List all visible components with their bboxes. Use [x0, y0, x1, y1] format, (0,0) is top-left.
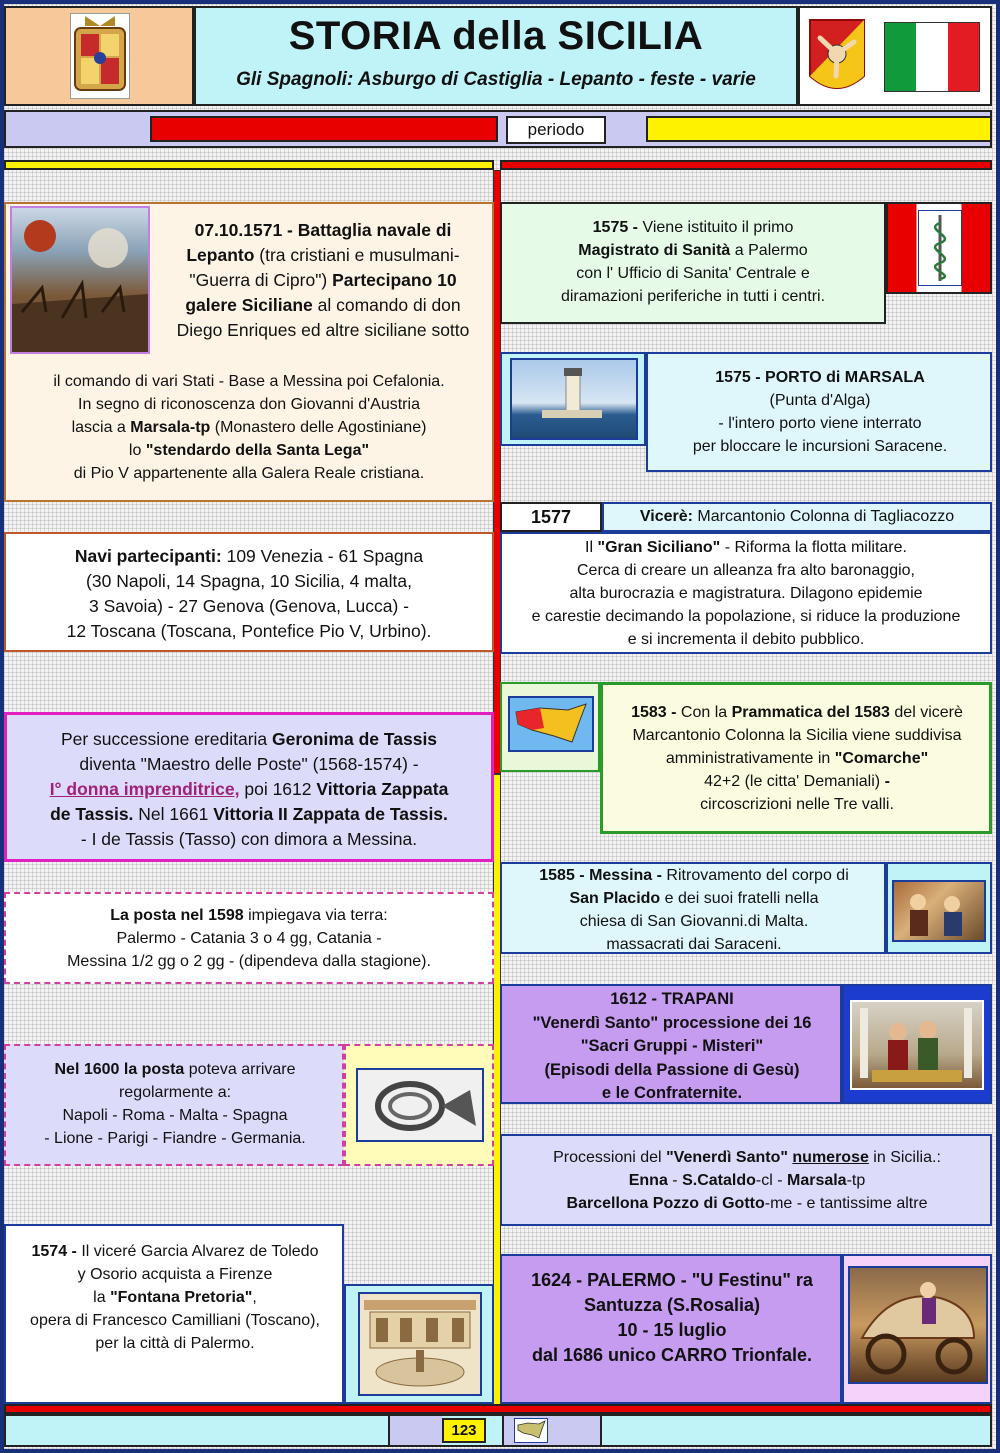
prammatica-text [607, 701, 987, 816]
colonna-card [500, 532, 992, 654]
lepanto-card [4, 202, 494, 502]
navi-text [10, 544, 488, 644]
sanita-text: Viene istituito il primo [638, 219, 794, 236]
processioni-card [500, 1134, 992, 1226]
marsala-text [652, 366, 988, 458]
fontana-text: la [93, 1289, 111, 1306]
colonna-year: 1577 [530, 507, 572, 527]
post-horn-image [356, 1068, 484, 1142]
prammatica-text: amministrativamente in [665, 750, 835, 767]
posta-1600-text: poteva arrivare [184, 1061, 296, 1078]
vicere-name: Marcantonio Colonna di Tagliacozzo [692, 508, 955, 525]
placido-text: massacrati dai Saraceni. [606, 936, 782, 953]
lepanto-details [10, 370, 488, 485]
posta-1598-text [10, 904, 488, 973]
marsala-image-frame [500, 352, 646, 446]
prammatica-text: circoscrizioni nelle Tre valli. [700, 796, 894, 813]
caduceus-icon [918, 210, 962, 286]
lepanto-text: "stendardo della Santa Lega" [145, 442, 370, 459]
lepanto-text: Partecipano 10 [332, 270, 457, 290]
sicily-flag-icon [806, 16, 868, 98]
posta-1600-text: Napoli - Roma - Malta - Spagna [62, 1107, 288, 1124]
colonna-vicere [604, 504, 990, 530]
lepanto-text: "Guerra di Cipro") [189, 270, 333, 290]
vicere-label: Vicerè: [639, 508, 693, 525]
processioni-text: Processioni del [553, 1149, 667, 1166]
fontana-text: , [252, 1289, 257, 1306]
lepanto-text: Marsala-tp [130, 419, 211, 436]
trapani-text [504, 988, 840, 1106]
italian-flag-icon [884, 22, 980, 92]
trapani-image-frame [842, 984, 992, 1104]
colonna-text: Il [585, 539, 598, 556]
footer-map-thumbnail-icon[interactable] [514, 1418, 548, 1443]
posthorn-frame [344, 1044, 494, 1166]
right-top-red-bar [500, 160, 992, 170]
lepanto-text: lascia a [71, 419, 131, 436]
tassis-text: Vittoria II Zappata de Tassis. [213, 804, 448, 824]
fontana-text [8, 1240, 342, 1355]
spanish-coat-of-arms-icon [70, 13, 130, 99]
navi-text: 109 Venezia - 61 Spagna [221, 546, 424, 566]
placido-text: 1585 - Messina - [539, 867, 662, 884]
prammatica-text: - [884, 773, 890, 790]
lepanto-text: galere Siciliane [185, 295, 313, 315]
colonna-vicere-box [602, 502, 992, 532]
fontana-pretoria-image [358, 1292, 482, 1396]
lepanto-text: (tra cristiani e musulmani- [254, 245, 460, 265]
processioni-text: in Sicilia.: [868, 1149, 941, 1166]
festinu-text [504, 1268, 840, 1368]
placido-image-frame [886, 862, 992, 954]
colonna-text [504, 536, 988, 651]
tassis-text: de Tassis. [50, 804, 134, 824]
trapani-text: "Sacri Gruppi - Misteri" [580, 1037, 764, 1055]
footer-row [4, 1414, 992, 1447]
colonna-text: alta burocrazia e magistratura. Dilagono epidemie [569, 585, 923, 602]
fontana-card [4, 1224, 344, 1404]
sicily-map-frame [500, 682, 600, 772]
period-red-bar [150, 116, 498, 142]
page-number: 123 [451, 1422, 477, 1439]
colonna-text: e si incrementa il debito pubblico. [627, 631, 865, 648]
fontana-text: 1574 - [31, 1243, 77, 1260]
trapani-title: 1612 - TRAPANI [610, 990, 734, 1008]
page-subtitle: Gli Spagnoli: Asburgo di Castiglia - Lepanto - feste - varie [236, 69, 756, 90]
prammatica-text: 42+2 (le citta' Demaniali) [704, 773, 885, 790]
lepanto-text: al comando di don [312, 295, 461, 315]
tassis-text [11, 727, 487, 852]
marsala-title: 1575 - PORTO di MARSALA [715, 369, 925, 386]
header-title-panel [194, 6, 798, 106]
colonna-text: "Gran Siciliano" [597, 539, 721, 556]
tassis-text: - I de Tassis (Tasso) con dimora a Messina. [80, 829, 418, 849]
page-number-box [442, 1418, 486, 1443]
trapani-card [500, 984, 842, 1104]
lepanto-text: lo [128, 442, 146, 459]
posta-1598-text: Palermo - Catania 3 o 4 gg, Catania - [116, 930, 382, 947]
page-title: STORIA della SICILIA [288, 14, 704, 58]
posta-1600-text: Nel 1600 la posta [54, 1061, 185, 1078]
header-left-panel [4, 6, 194, 106]
trapani-text: (Episodi della Passione di Gesù) [544, 1060, 800, 1079]
placido-text: San Placido [569, 890, 661, 907]
lepanto-text: il comando di vari Stati - Base a Messina poi Cefalonia. [53, 373, 445, 390]
processioni-text: -cl - [755, 1172, 787, 1189]
sanita-card [500, 202, 886, 324]
lepanto-name: Lepanto [186, 245, 255, 265]
misteri-procession-image [850, 1000, 984, 1090]
navi-text: (30 Napoli, 14 Spagna, 10 Sicilia, 4 malta, [86, 571, 412, 591]
prammatica-text: Marcantonio Colonna la Sicilia viene suddivisa [632, 727, 962, 744]
posta-1598-text: Messina 1/2 gg o 2 gg - (dipendeva dalla stagione). [67, 953, 431, 970]
posta-1600-text [10, 1058, 340, 1150]
marsala-text: - l'intero porto viene interrato [718, 415, 922, 432]
sanita-text: diramazioni periferiche in tutti i centri. [560, 288, 826, 305]
posta-1598-text: impiegava via terra: [243, 907, 388, 924]
footer-red-bar [4, 1404, 992, 1414]
processioni-text: Barcellona Pozzo di Gotto [566, 1195, 765, 1212]
festinu-title: 1624 - PALERMO - "U Festinu" ra [531, 1270, 813, 1290]
trapani-text: "Venerdì Santo" processione dei 16 [532, 1013, 812, 1032]
festinu-text: Santuzza (S.Rosalia) [583, 1295, 761, 1315]
placido-text: e dei suoi fratelli nella [660, 890, 819, 907]
navi-text: Navi partecipanti: [74, 546, 222, 566]
lepanto-text: (Monastero delle Agostiniane) [210, 419, 427, 436]
festinu-image-frame [842, 1254, 992, 1404]
prammatica-text: del vicerè [889, 704, 963, 721]
colonna-year-box [500, 502, 602, 532]
tassis-text: Vittoria Zappata [316, 779, 449, 799]
sanita-text: Magistrato di Sanità [578, 242, 731, 259]
tassis-text: Nel 1661 [133, 804, 214, 824]
san-placido-painting-image [892, 880, 986, 942]
fontana-text: opera di Francesco Camilliani (Toscano), [30, 1312, 320, 1329]
posta-1600-text: - Lione - Parigi - Fiandre - Germania. [44, 1130, 306, 1147]
processioni-text: "Venerdì Santo" [666, 1149, 788, 1166]
processioni-text: - [667, 1172, 683, 1189]
footer-left-lavender [388, 1416, 442, 1445]
lighthouse-image [510, 358, 638, 440]
prima-donna-link[interactable]: I° donna imprenditrice, [49, 779, 240, 799]
navi-text: 3 Savoia) - 27 Genova (Genova, Lucca) - [88, 596, 410, 616]
fontana-image-frame [344, 1284, 494, 1404]
colonna-text: e carestie decimando la popolazione, si riduce la produzione [531, 608, 961, 625]
fontana-text: Il viceré Garcia Alvarez de Toledo [76, 1243, 319, 1260]
navi-card [4, 532, 494, 652]
lepanto-text: In segno di riconoscenza don Giovanni d'Austria [78, 396, 420, 413]
festinu-text: dal 1686 unico CARRO Trionfale. [531, 1345, 813, 1365]
fontana-text: y Osorio acquista a Firenze [77, 1266, 273, 1283]
processioni-text: S.Cataldo [682, 1172, 756, 1189]
fontana-text: "Fontana Pretoria" [110, 1289, 253, 1306]
processioni-text: -me - e tantissime altre [764, 1195, 928, 1212]
placido-text [506, 864, 882, 956]
tassis-text: Geronima de Tassis [272, 729, 438, 749]
marsala-card [646, 352, 992, 472]
period-bar [4, 110, 992, 148]
processioni-text: Marsala [786, 1172, 847, 1189]
navi-text: 12 Toscana (Toscana, Pontefice Pio V, Urbino). [66, 621, 432, 641]
tassis-text: Per successione ereditaria [60, 729, 273, 749]
sanita-text: con l' Ufficio di Sanita' Centrale e [576, 265, 810, 282]
colonna-text: - Riforma la flotta militare. [720, 539, 907, 556]
trapani-text: e le Confraternite. [601, 1084, 743, 1102]
posta-1600-text: regolarmente a: [118, 1084, 232, 1101]
lepanto-date: 07.10.1571 - Battaglia navale di [194, 220, 452, 240]
prammatica-card [600, 682, 992, 834]
sanita-flag-frame [886, 202, 992, 294]
sanita-text: a Palermo [730, 242, 808, 259]
battle-painting-image [10, 206, 150, 354]
lepanto-text: Diego Enriques ed altre siciliane sotto [176, 320, 470, 340]
tassis-text: diventa "Maestro delle Poste" (1568-1574) - [79, 754, 419, 774]
lepanto-text: di Pio V appartenente alla Galera Reale cristiana. [73, 465, 425, 482]
processioni-text: Enna [628, 1172, 668, 1189]
sanita-text [506, 216, 880, 308]
prammatica-text: 1583 - [631, 704, 677, 721]
posta-1598-card [4, 892, 494, 984]
processioni-text: numerose [792, 1149, 869, 1166]
festinu-card [500, 1254, 842, 1404]
left-top-yellow-bar [4, 160, 494, 170]
placido-text: Ritrovamento del corpo di [661, 867, 849, 884]
processioni-text [504, 1146, 990, 1215]
posta-1600-card [4, 1044, 344, 1166]
prammatica-text: Prammatica del 1583 [731, 704, 890, 721]
processioni-text: -tp [846, 1172, 866, 1189]
tassis-card [4, 712, 494, 862]
period-yellow-bar [646, 116, 992, 142]
prammatica-text: "Comarche" [834, 750, 929, 767]
lepanto-intro [156, 218, 490, 343]
sanita-text: 1575 - [592, 219, 639, 236]
carro-trionfale-image [848, 1266, 988, 1384]
marsala-text: (Punta d'Alga) [769, 392, 871, 409]
tassis-text: poi 1612 [239, 779, 317, 799]
marsala-text: per bloccare le incursioni Saracene. [692, 438, 948, 455]
header-right-panel [798, 6, 992, 106]
festinu-text: 10 - 15 luglio [617, 1320, 727, 1340]
colonna-text: Cerca di creare un alleanza fra alto baronaggio, [577, 562, 915, 579]
placido-card [500, 862, 886, 954]
sicily-map-image [508, 696, 594, 752]
prammatica-text: Con la [676, 704, 732, 721]
period-label: periodo [506, 116, 606, 144]
placido-text: chiesa di San Giovanni.di Malta. [579, 913, 809, 930]
fontana-text: per la città di Palermo. [95, 1335, 255, 1352]
posta-1598-text: La posta nel 1598 [110, 907, 244, 924]
